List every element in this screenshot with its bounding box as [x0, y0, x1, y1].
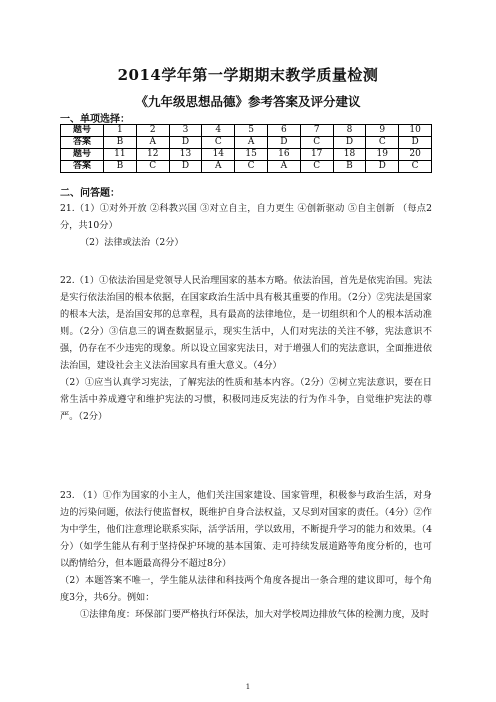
table-row: [61, 161, 432, 173]
table-cell: D: [169, 161, 202, 173]
table-cell: B: [104, 161, 137, 173]
table-cell: D: [399, 137, 432, 149]
table-cell: 7: [300, 125, 333, 137]
table-cell: 16: [267, 149, 300, 161]
table-cell: 5: [235, 125, 268, 137]
table-cell: 9: [366, 125, 399, 137]
table-cell: D: [333, 137, 366, 149]
table-cell: 14: [202, 149, 235, 161]
table-cell: 13: [169, 149, 202, 161]
table-cell: A: [136, 137, 169, 149]
table-cell: 2: [136, 125, 169, 137]
table-cell: 4: [202, 125, 235, 137]
table-cell: 11: [104, 149, 137, 161]
page-number: 1: [245, 683, 251, 691]
table-cell: 15: [235, 149, 268, 161]
table-cell: D: [267, 137, 300, 149]
table-cell: C: [399, 161, 432, 173]
section-heading-qa: 二、问答题：: [60, 188, 120, 199]
table-cell: D: [169, 137, 202, 149]
document-title: 2014学年第一学期期末教学质量检测: [117, 66, 379, 84]
table-cell: C: [235, 161, 268, 173]
paragraph: （2）本题答案不唯一，学生能从法律和科技两个角度各提出一条合理的建议即可，每个角度3分，共6分。例如：: [60, 575, 432, 603]
table-cell: A: [267, 161, 300, 173]
table-cell: 8: [333, 125, 366, 137]
paragraph: ①法律角度：环保部门要严格执行环保法，加大对学校周边排放气体的检测力度，及时: [80, 609, 430, 620]
table-cell: 6: [267, 125, 300, 137]
table-cell: 17: [300, 149, 333, 161]
row-label: 题号: [61, 125, 104, 137]
table-cell: D: [366, 161, 399, 173]
answer-table: [60, 124, 432, 173]
question-21: [60, 200, 432, 251]
table-cell: C: [366, 137, 399, 149]
table-cell: B: [333, 161, 366, 173]
table-cell: C: [300, 137, 333, 149]
table-cell: C: [136, 161, 169, 173]
paragraph: （2）法律或法治（2分）: [80, 237, 184, 248]
table-row: [61, 137, 432, 149]
table-cell: 19: [366, 149, 399, 161]
paragraph: 23. （1）①作为国家的小主人，他们关注国家建设、国家管理，积极参与政治生活，对身边的污染问题，依法行使监督权，既维护自身合法权益，又尽到对国家的责任。（4分）②作为中学生，他们注意理论联系实际，活学活用，学以致用，不断提升学习的能力和效果。（4分）（如学生能从有利于坚持保护环境的基本国策、走可持续发展道路等角度分析的，也可以酌情给分，但本题最高得分不超过8分）: [60, 490, 432, 569]
table-cell: C: [300, 161, 333, 173]
table-cell: 20: [399, 149, 432, 161]
table-row: [61, 149, 432, 161]
question-23: [60, 487, 432, 623]
table-cell: 3: [169, 125, 202, 137]
table-cell: A: [202, 161, 235, 173]
table-cell: 12: [136, 149, 169, 161]
paragraph: （2）①应当认真学习宪法，了解宪法的性质和基本内容。（2分）②树立宪法意识，要在日常生活中养成遵守和维护宪法的习惯，积极同违反宪法的行为作斗争，自觉维护宪法的尊严。（2分）: [60, 377, 432, 422]
paragraph: 22.（1）①依法治国是党领导人民治理国家的基本方略。依法治国，首先是依宪治国。宪法是实行依法治国的根本依据，在国家政治生活中具有极其重要的作用。（2分）②宪法是国家的根本大法，是治国安邦的总章程，具有最高的法律地位，是一切组织和个人的根本活动准则。（2分）③信息三的调查数据显示，现实生活中，人们对宪法的关注不够，宪法意识不强，仍存在不少违宪的现象。所以设立国家宪法日，对于增强人们的宪法意识，全面推进依法治国，建设社会主义法治国家具有重大意义。（4分）: [60, 275, 432, 371]
section-heading-choice: 一、单项选择：: [60, 114, 130, 125]
table-cell: C: [202, 137, 235, 149]
table-cell: 1: [104, 125, 137, 137]
row-label: 答案: [61, 161, 104, 173]
row-label: 题号: [61, 149, 104, 161]
table-cell: B: [104, 137, 137, 149]
question-22: [60, 272, 432, 425]
table-cell: 10: [399, 125, 432, 137]
table-cell: A: [235, 137, 268, 149]
table-row: [61, 125, 432, 137]
paragraph: 21.（1）①对外开放 ②科教兴国 ③对立自主，自力更生 ④创新驱动 ⑤自主创新 （每点2分，共10分）: [60, 203, 432, 231]
table-cell: 18: [333, 149, 366, 161]
document-subtitle: 《九年级思想品德》参考答案及评分建议: [135, 94, 361, 109]
row-label: 答案: [61, 137, 104, 149]
